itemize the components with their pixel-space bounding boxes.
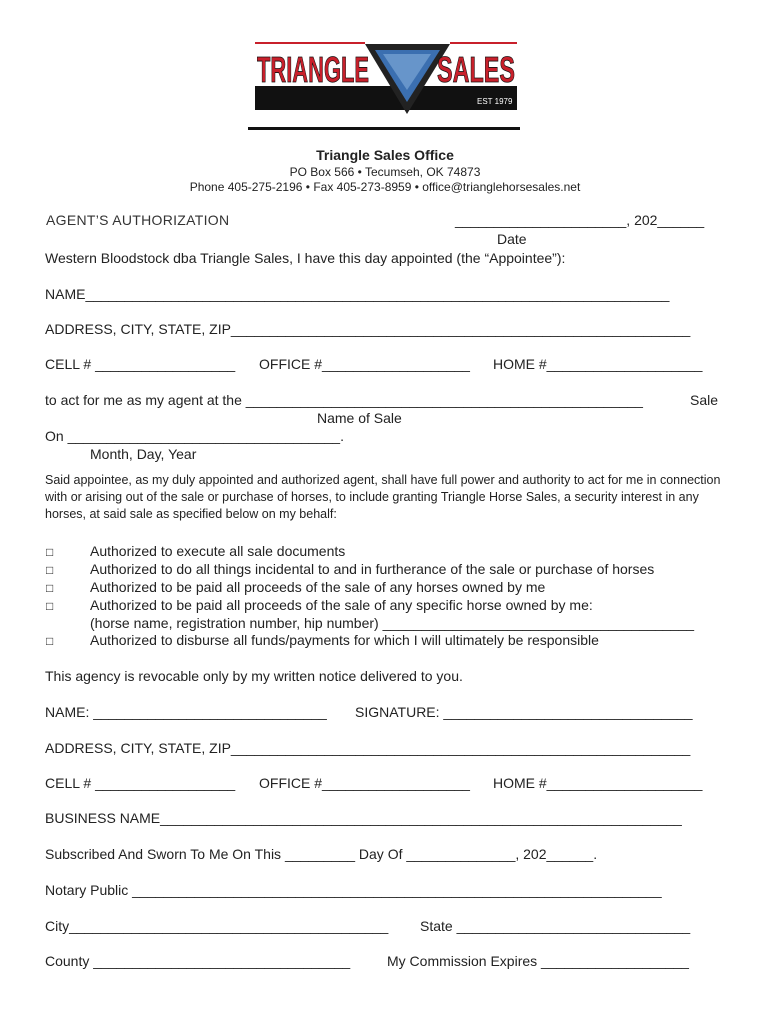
logo-est: EST 1979 bbox=[477, 97, 513, 106]
home-phone-field[interactable]: HOME #____________________ bbox=[493, 356, 703, 372]
horse-details-field[interactable]: (horse name, registration number, hip number) ________________________________________ bbox=[90, 615, 695, 631]
checkbox-disburse[interactable]: □ bbox=[46, 634, 54, 648]
state-field[interactable]: State ______________________________ bbox=[420, 918, 691, 934]
signer-address-field[interactable]: ADDRESS, CITY, STATE, ZIP___________________________________________________________ bbox=[45, 740, 691, 756]
item-proceeds-specific: Authorized to be paid all proceeds of the sale of any specific horse owned by me: bbox=[90, 597, 593, 613]
office-address: PO Box 566 • Tecumseh, OK 74873 bbox=[289, 165, 481, 179]
sale-name-label: Name of Sale bbox=[317, 410, 402, 426]
signer-cell-field[interactable]: CELL # __________________ bbox=[45, 775, 236, 791]
intro-text: Western Bloodstock dba Triangle Sales, I have this day appointed (the “Appointee”): bbox=[45, 250, 566, 266]
signer-office-field[interactable]: OFFICE #___________________ bbox=[259, 775, 470, 791]
name-field[interactable]: NAME___________________________________________________________________________ bbox=[45, 286, 670, 302]
address-field[interactable]: ADDRESS, CITY, STATE, ZIP___________________________________________________________ bbox=[45, 321, 691, 337]
sale-name-field[interactable]: to act for me as my agent at the ___________________________________________________ bbox=[45, 392, 643, 408]
date-field[interactable]: ______________________, 202______ bbox=[455, 212, 705, 228]
date-label: Date bbox=[497, 231, 527, 247]
county-field[interactable]: County _________________________________ bbox=[45, 953, 351, 969]
notary-field[interactable]: Notary Public ____________________________________________________________________ bbox=[45, 882, 662, 898]
checkbox-proceeds-specific[interactable]: □ bbox=[46, 599, 54, 613]
office-phone-field[interactable]: OFFICE #___________________ bbox=[259, 356, 470, 372]
triangle-sales-logo bbox=[255, 42, 517, 120]
form-heading: AGENT’S AUTHORIZATION bbox=[46, 212, 230, 228]
logo-word-right: SALES bbox=[437, 49, 515, 90]
commission-expires-field[interactable]: My Commission Expires ___________________ bbox=[387, 953, 689, 969]
signer-home-field[interactable]: HOME #____________________ bbox=[493, 775, 703, 791]
header-divider bbox=[248, 127, 520, 130]
item-disburse: Authorized to disburse all funds/payments for which I will ultimately be responsible bbox=[90, 632, 599, 648]
signature-field[interactable]: SIGNATURE: ________________________________ bbox=[355, 704, 693, 720]
city-field[interactable]: City_________________________________________ bbox=[45, 918, 389, 934]
sale-word: Sale bbox=[690, 392, 719, 408]
item-execute-docs: Authorized to execute all sale documents bbox=[90, 543, 346, 559]
sworn-field[interactable]: Subscribed And Sworn To Me On This _________ Day Of ______________, 202______. bbox=[45, 846, 598, 862]
office-contact: Phone 405-275-2196 • Fax 405-273-8959 • office@trianglehorsesales.net bbox=[189, 180, 581, 194]
logo-word-left: TRIANGLE bbox=[257, 49, 369, 90]
revocable-text: This agency is revocable only by my written notice delivered to you. bbox=[45, 668, 463, 684]
item-incidental: Authorized to do all things incidental to and in furtherance of the sale or purchase of horses bbox=[90, 561, 655, 577]
sale-date-label: Month, Day, Year bbox=[90, 446, 197, 462]
authority-paragraph: Said appointee, as my duly appointed and authorized agent, shall have full power and authority to act for me in connection with or arising out of the sale or purchase of horses, to include granting Triangle Horse Sales, a security interest in any horses, at said sale as specified below on my behalf: bbox=[45, 473, 721, 521]
item-proceeds-all: Authorized to be paid all proceeds of the sale of any horses owned by me bbox=[90, 579, 546, 595]
signer-name-field[interactable]: NAME: ______________________________ bbox=[45, 704, 327, 720]
office-title: Triangle Sales Office bbox=[316, 147, 454, 163]
cell-field[interactable]: CELL # __________________ bbox=[45, 356, 236, 372]
sale-date-field[interactable]: On ___________________________________. bbox=[45, 428, 344, 444]
checkbox-incidental[interactable]: □ bbox=[46, 563, 54, 577]
business-name-field[interactable]: BUSINESS NAME___________________________________________________________________ bbox=[45, 810, 682, 826]
checkbox-proceeds-all[interactable]: □ bbox=[46, 581, 54, 595]
checkbox-execute-docs[interactable]: □ bbox=[46, 545, 54, 559]
